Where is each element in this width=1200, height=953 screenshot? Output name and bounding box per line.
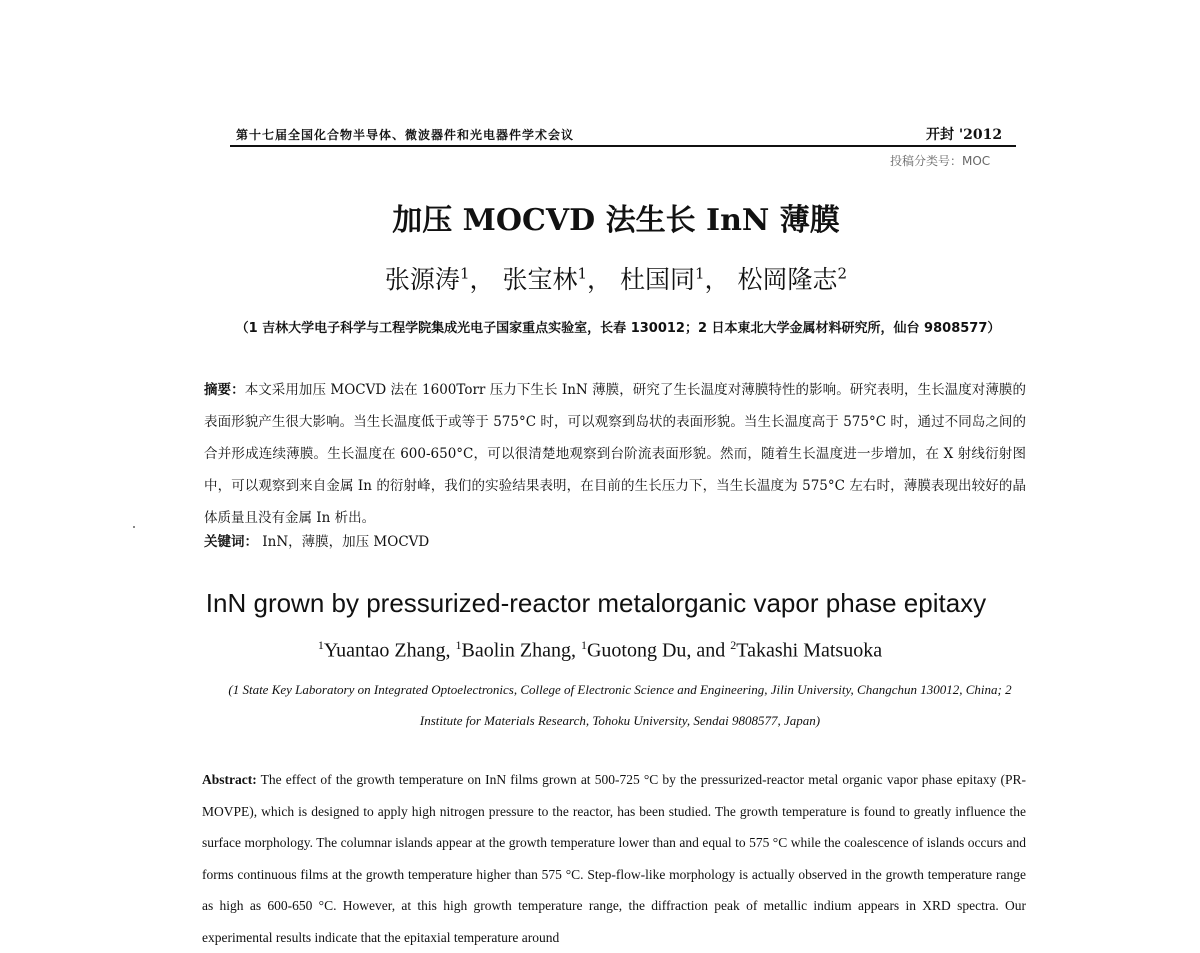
author-affil-mark: 1 [695, 264, 705, 283]
abstract-zh-label: 摘要： [204, 382, 245, 398]
author-zh: 张源涛 [384, 265, 460, 294]
keywords-zh-label: 关键词： [204, 534, 258, 550]
abstract-zh [204, 374, 1026, 534]
author-affil-mark: 1 [577, 264, 588, 283]
keywords-zh-text: InN，薄膜，加压 MOCVD [262, 534, 430, 550]
author-affil-mark: 1 [459, 264, 470, 283]
scan-speck [133, 526, 135, 528]
paper-title-zh: 加压 MOCVD 法生长 InN 薄膜 [392, 203, 840, 238]
author-separator: ， [469, 265, 495, 294]
abstract-en-label: Abstract: [202, 772, 257, 787]
paper-title-en: InN grown by pressurized-reactor metalorganic vapor phase epitaxy [205, 588, 987, 618]
author-affil-mark: 1 [455, 638, 462, 652]
conference-header: 第十七届全国化合物半导体、微波器件和光电器件学术会议 [236, 128, 575, 142]
author-affil-mark: 1 [317, 638, 324, 652]
abstract-en-text: The effect of the growth temperature on InN films grown at 500-725 °C by the pressurized-reactor metal organic vapor phase epitaxy (PR-MOVPE), which is designed to apply high nitrogen pressure to the reactor, has been studied. The growth temperature is found to greatly influence the surface morphology. The columnar islands appear at the growth temperature lower than and equal to 575 °C while the coalescence of islands occurs and forms continuous films at the growth temperature higher than 575 °C. Step-flow-like morphology is actually observed in the growth temperature range as high as 600-650 °C. However, at this high growth temperature range, the diffraction peak of metallic indium appears in XRD spectra. Our experimental results indicate that the epitaxial temperature around [202, 772, 1026, 945]
authors-zh [0, 260, 1200, 296]
abstract-zh-text: 本文采用加压 MOCVD 法在 1600Torr 压力下生长 InN 薄膜，研究了生长温度对薄膜特性的影响。研究表明，生长温度对薄膜的表面形貌产生很大影响。当生长温度低于或等于 575°C 时，可以观察到岛状的表面形貌。当生长温度高于 575°C 时，通过不同岛之间的合并形成连续薄膜。生长温度在 600-650°C，可以很清楚地观察到台阶流表面形貌。然而，随着生长温度进一步增加，在 X 射线衍射图中，可以观察到来自金属 In 的衍射峰，我们的实验结果表明，在目前的生长压力下，当生长温度为 575°C 左右时，薄膜表现出较好的晶体质量且没有金属 In 析出。 [204, 382, 1026, 526]
author-affil-mark: 1 [580, 638, 587, 652]
affiliation-zh: （1 吉林大学电子科学与工程学院集成光电子国家重点实验室，长春 130012；2 日本東北大学金属材料研究所，仙台 9808577） [235, 321, 1001, 336]
author-separator: ， [587, 265, 613, 294]
author-en: Yuantao Zhang, [323, 639, 456, 662]
abstract-en [202, 764, 1026, 953]
header-divider [230, 145, 1016, 147]
author-affil-mark: 2 [837, 264, 848, 283]
author-en: Guotong Du, and [586, 639, 731, 662]
author-separator: ， [704, 265, 730, 294]
affiliation-en: (1 State Key Laboratory on Integrated Optoelectronics, College of Electronic Science and Engineering, Jilin University, Changchun 130012, China; 2 Institute for Materials Research, Tohoku University, Sendai 9808577, Japan) [228, 682, 1012, 728]
author-en: Baolin Zhang, [461, 639, 581, 662]
author-en: Takashi Matsuoka [736, 639, 883, 662]
author-zh: 松岡隆志 [737, 265, 838, 294]
author-zh: 张宝林 [502, 265, 578, 294]
author-zh: 杜国同 [619, 265, 695, 294]
conference-location-year: 开封 '2012 [926, 127, 1003, 143]
keywords-zh [204, 530, 429, 550]
authors-en [0, 638, 1200, 663]
classification-code: 投稿分类号：MOC [890, 154, 991, 168]
author-affil-mark: 2 [730, 638, 737, 652]
